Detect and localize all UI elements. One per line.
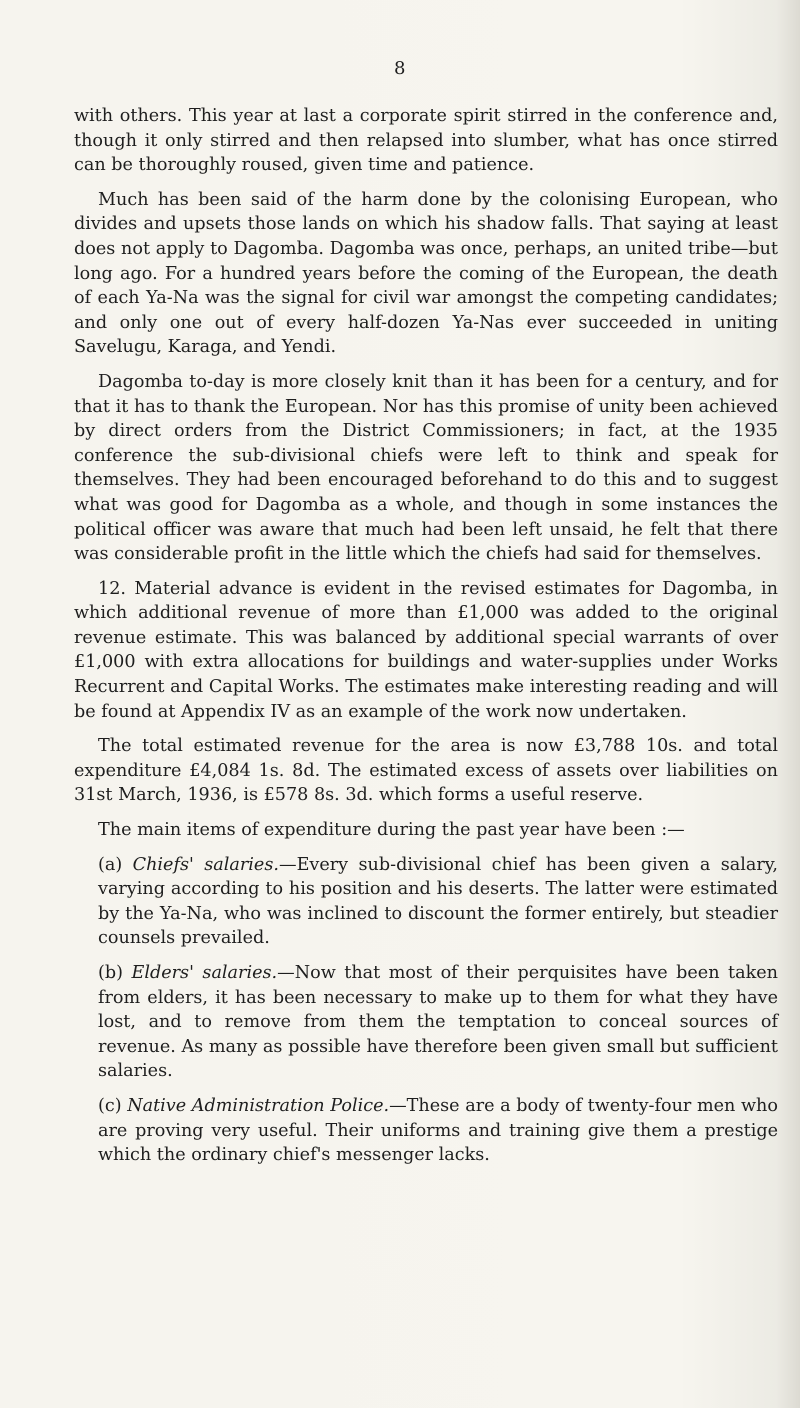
item-label: (a) — [98, 854, 123, 875]
paragraph: Dagomba to-day is more closely knit than it has been for a century, and for that it has to thank the European. Nor has this promise of unity been achieved by direct orders from the District Commissioners; in fact, at the 1935 conference the sub-divisional chiefs were left to think and speak for themselves. They had been encouraged beforehand to do this and to suggest what was good for Dagomba as a whole, and though in some instances the political officer was aware that much had been left unsaid, he felt that there was considerable profit in the little which the chiefs had said for themselves. — [74, 371, 778, 565]
page-number: 8 — [394, 58, 406, 79]
item-heading: Chiefs' salaries. — [132, 854, 279, 875]
body-text — [74, 104, 778, 1178]
list-item — [74, 853, 778, 951]
paragraph: The main items of expenditure during the past year have been :— — [98, 820, 685, 841]
paragraph: Much has been said of the harm done by the colonising European, who divides and upsets those lands on which his shadow falls. That saying at least does not apply to Dagomba. Dagomba was once, perhaps, an united tribe—but long ago. For a hundred years before the coming of the European, the death of each Ya-Na was the signal for civil war amongst the competing candidates; and only one out of every half-dozen Ya-Nas ever succeeded in uniting Savelugu, Karaga, and Yendi. — [74, 189, 778, 358]
list-item — [74, 961, 778, 1084]
item-heading: Native Administration Police. — [127, 1095, 390, 1116]
paragraph: with others. This year at last a corporate spirit stirred in the conference and, though it only stirred and then relapsed into slumber, what has once stirred can be thoroughly roused, given time and patience. — [74, 106, 778, 176]
item-label: (b) — [98, 963, 123, 983]
item-text: —Every sub-divisional chief has been given a salary, varying according to his position and his deserts. The latter were estimated by the Ya-Na, who was inclined to discount the former entirely, but steadier counsels prevailed. — [98, 854, 778, 949]
paragraph: 12. Material advance is evident in the revised estimates for Dagomba, in which additional revenue of more than £1,000 was added to the original revenue estimate. This was balanced by additional special warrants of over £1,000 with extra allocations for buildings and water-supplies under Works Recurrent and Capital Works. The estimates make interesting reading and will be found at Appendix IV as an example of the work now undertaken. — [74, 578, 778, 722]
item-text: —These are a body of twenty-four men who are proving very useful. Their uniforms and training give them a prestige which the ordinary chief's messenger lacks. — [98, 1095, 778, 1166]
item-label: (c) — [98, 1095, 122, 1116]
paragraph: The total estimated revenue for the area is now £3,788 10s. and total expenditure £4,084 1s. 8d. The estimated excess of assets over liabilities on 31st March, 1936, is £578 8s. 3d. which forms a useful reserve. — [74, 736, 778, 806]
item-heading: Elders' salaries. — [131, 963, 278, 983]
item-text: —Now that most of their perquisites have been taken from elders, it has been necessary to make up to them for what they have lost, and to remove from them the temptation to conceal sources of revenue. As many as possible have therefore been given small but sufficient salaries. — [98, 963, 779, 1082]
list-item — [74, 1094, 778, 1168]
